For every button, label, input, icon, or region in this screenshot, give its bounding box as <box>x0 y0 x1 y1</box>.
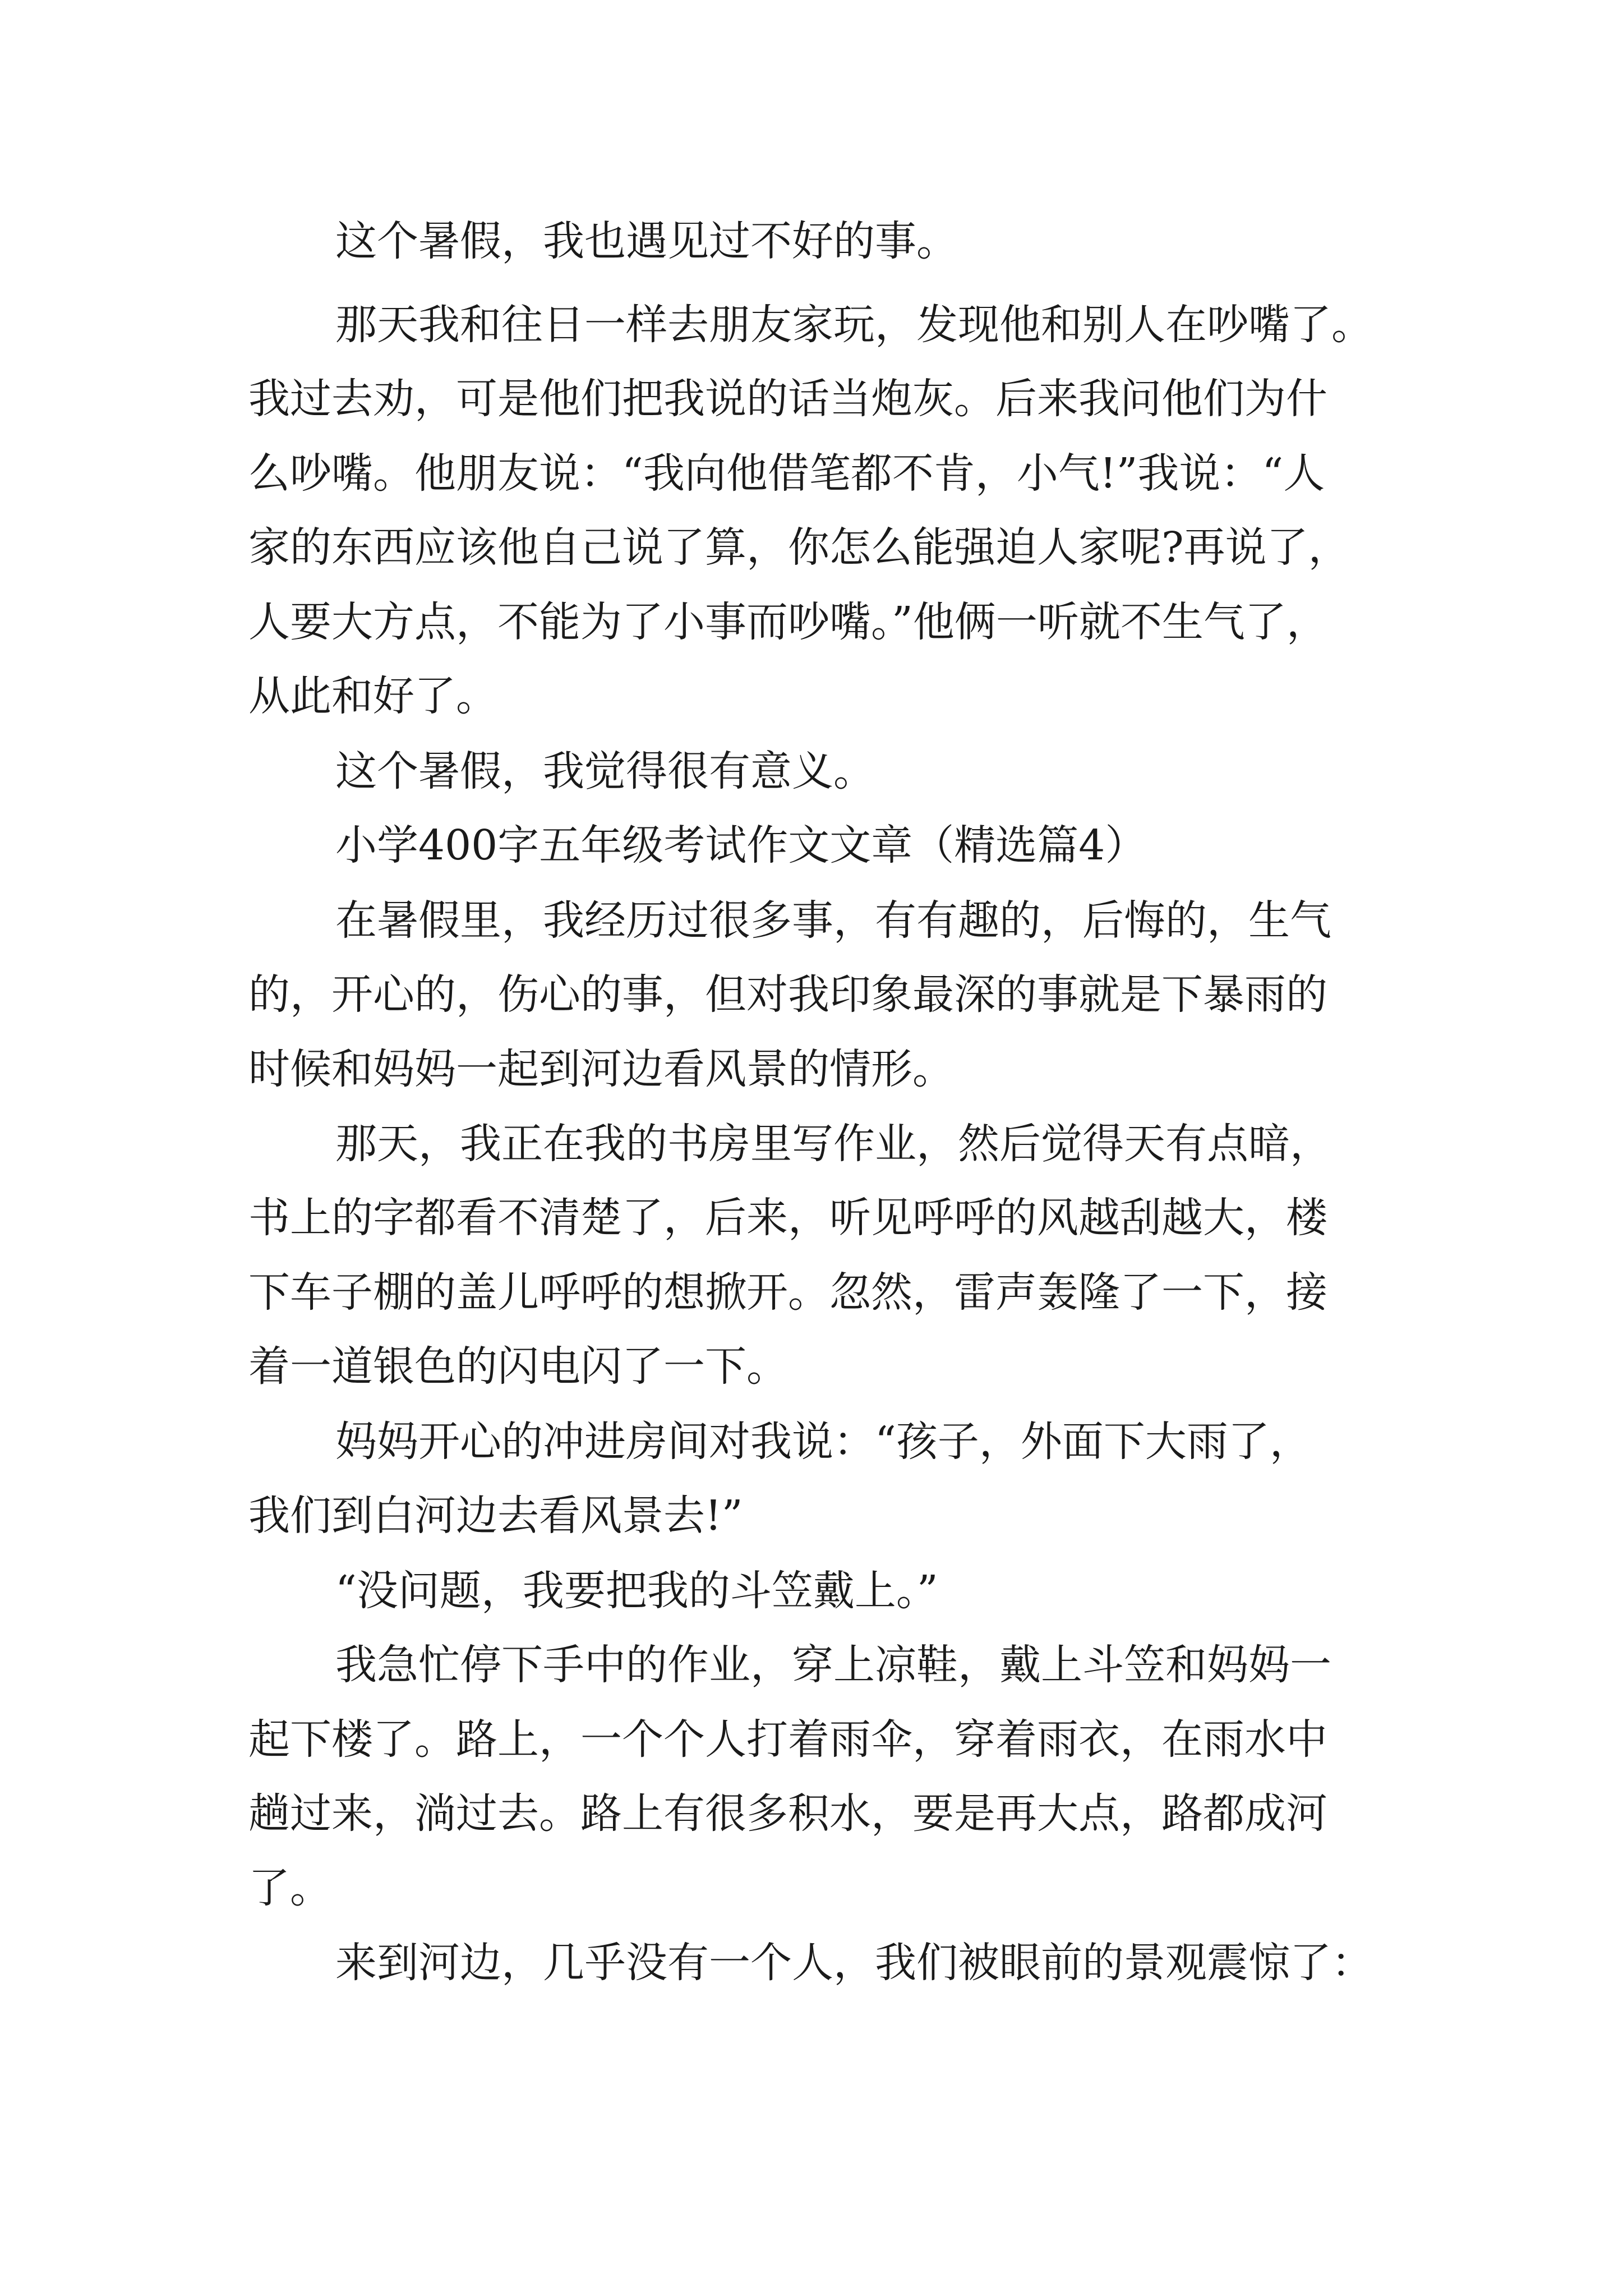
text-line: 家的东西应该他自己说了算，你怎么能强迫人家呢?再说了， <box>248 523 1350 572</box>
text-line: 从此和好了。 <box>248 672 497 720</box>
text-line: 在暑假里，我经历过很多事，有有趣的，后悔的，生气 <box>335 896 1331 945</box>
text-line: 这个暑假，我觉得很有意义。 <box>335 747 875 795</box>
text-line: 那天，我正在我的书房里写作业，然后觉得天有点暗， <box>335 1120 1331 1168</box>
text-line: 趟过来，淌过去。路上有很多积水，要是再大点，路都成河 <box>248 1789 1327 1838</box>
text-line: 的，开心的，伤心的事，但对我印象最深的事就是下暴雨的 <box>248 970 1327 1019</box>
text-line: 起下楼了。路上，一个个人打着雨伞，穿着雨衣，在雨水中 <box>248 1715 1327 1764</box>
text-line: 人要大方点，不能为了小事而吵嘴。”他俩一听就不生气了， <box>248 598 1328 646</box>
text-line: 书上的字都看不清楚了，后来，听见呼呼的风越刮越大，楼 <box>248 1194 1327 1242</box>
text-line: 下车子棚的盖儿呼呼的想掀开。忽然，雷声轰隆了一下，接 <box>248 1268 1327 1317</box>
text-line: 着一道银色的闪电闪了一下。 <box>248 1342 788 1391</box>
text-line: 了。 <box>248 1864 331 1912</box>
text-line: 我过去劝，可是他们把我说的话当炮灰。后来我问他们为什 <box>248 375 1327 423</box>
text-line: 么吵嘴。他朋友说：“我向他借笔都不肯，小气!”我说：“人 <box>248 449 1325 498</box>
text-line: “没问题，我要把我的斗笠戴上。” <box>335 1567 938 1615</box>
text-line: 妈妈开心的冲进房间对我说：“孩子，外面下大雨了， <box>335 1418 1311 1466</box>
text-line: 时候和妈妈一起到河边看风景的情形。 <box>248 1045 954 1093</box>
text-line: 这个暑假，我也遇见过不好的事。 <box>335 217 958 265</box>
text-line: 我急忙停下手中的作业，穿上凉鞋，戴上斗笠和妈妈一 <box>335 1641 1331 1689</box>
text-line: 那天我和往日一样去朋友家玩，发现他和别人在吵嘴了。 <box>335 301 1373 349</box>
section-heading: 小学400字五年级考试作文文章（精选篇4） <box>335 821 1147 869</box>
text-line: 来到河边，几乎没有一个人，我们被眼前的景观震惊了： <box>335 1939 1373 1987</box>
text-line: 我们到白河边去看风景去!” <box>248 1492 743 1540</box>
